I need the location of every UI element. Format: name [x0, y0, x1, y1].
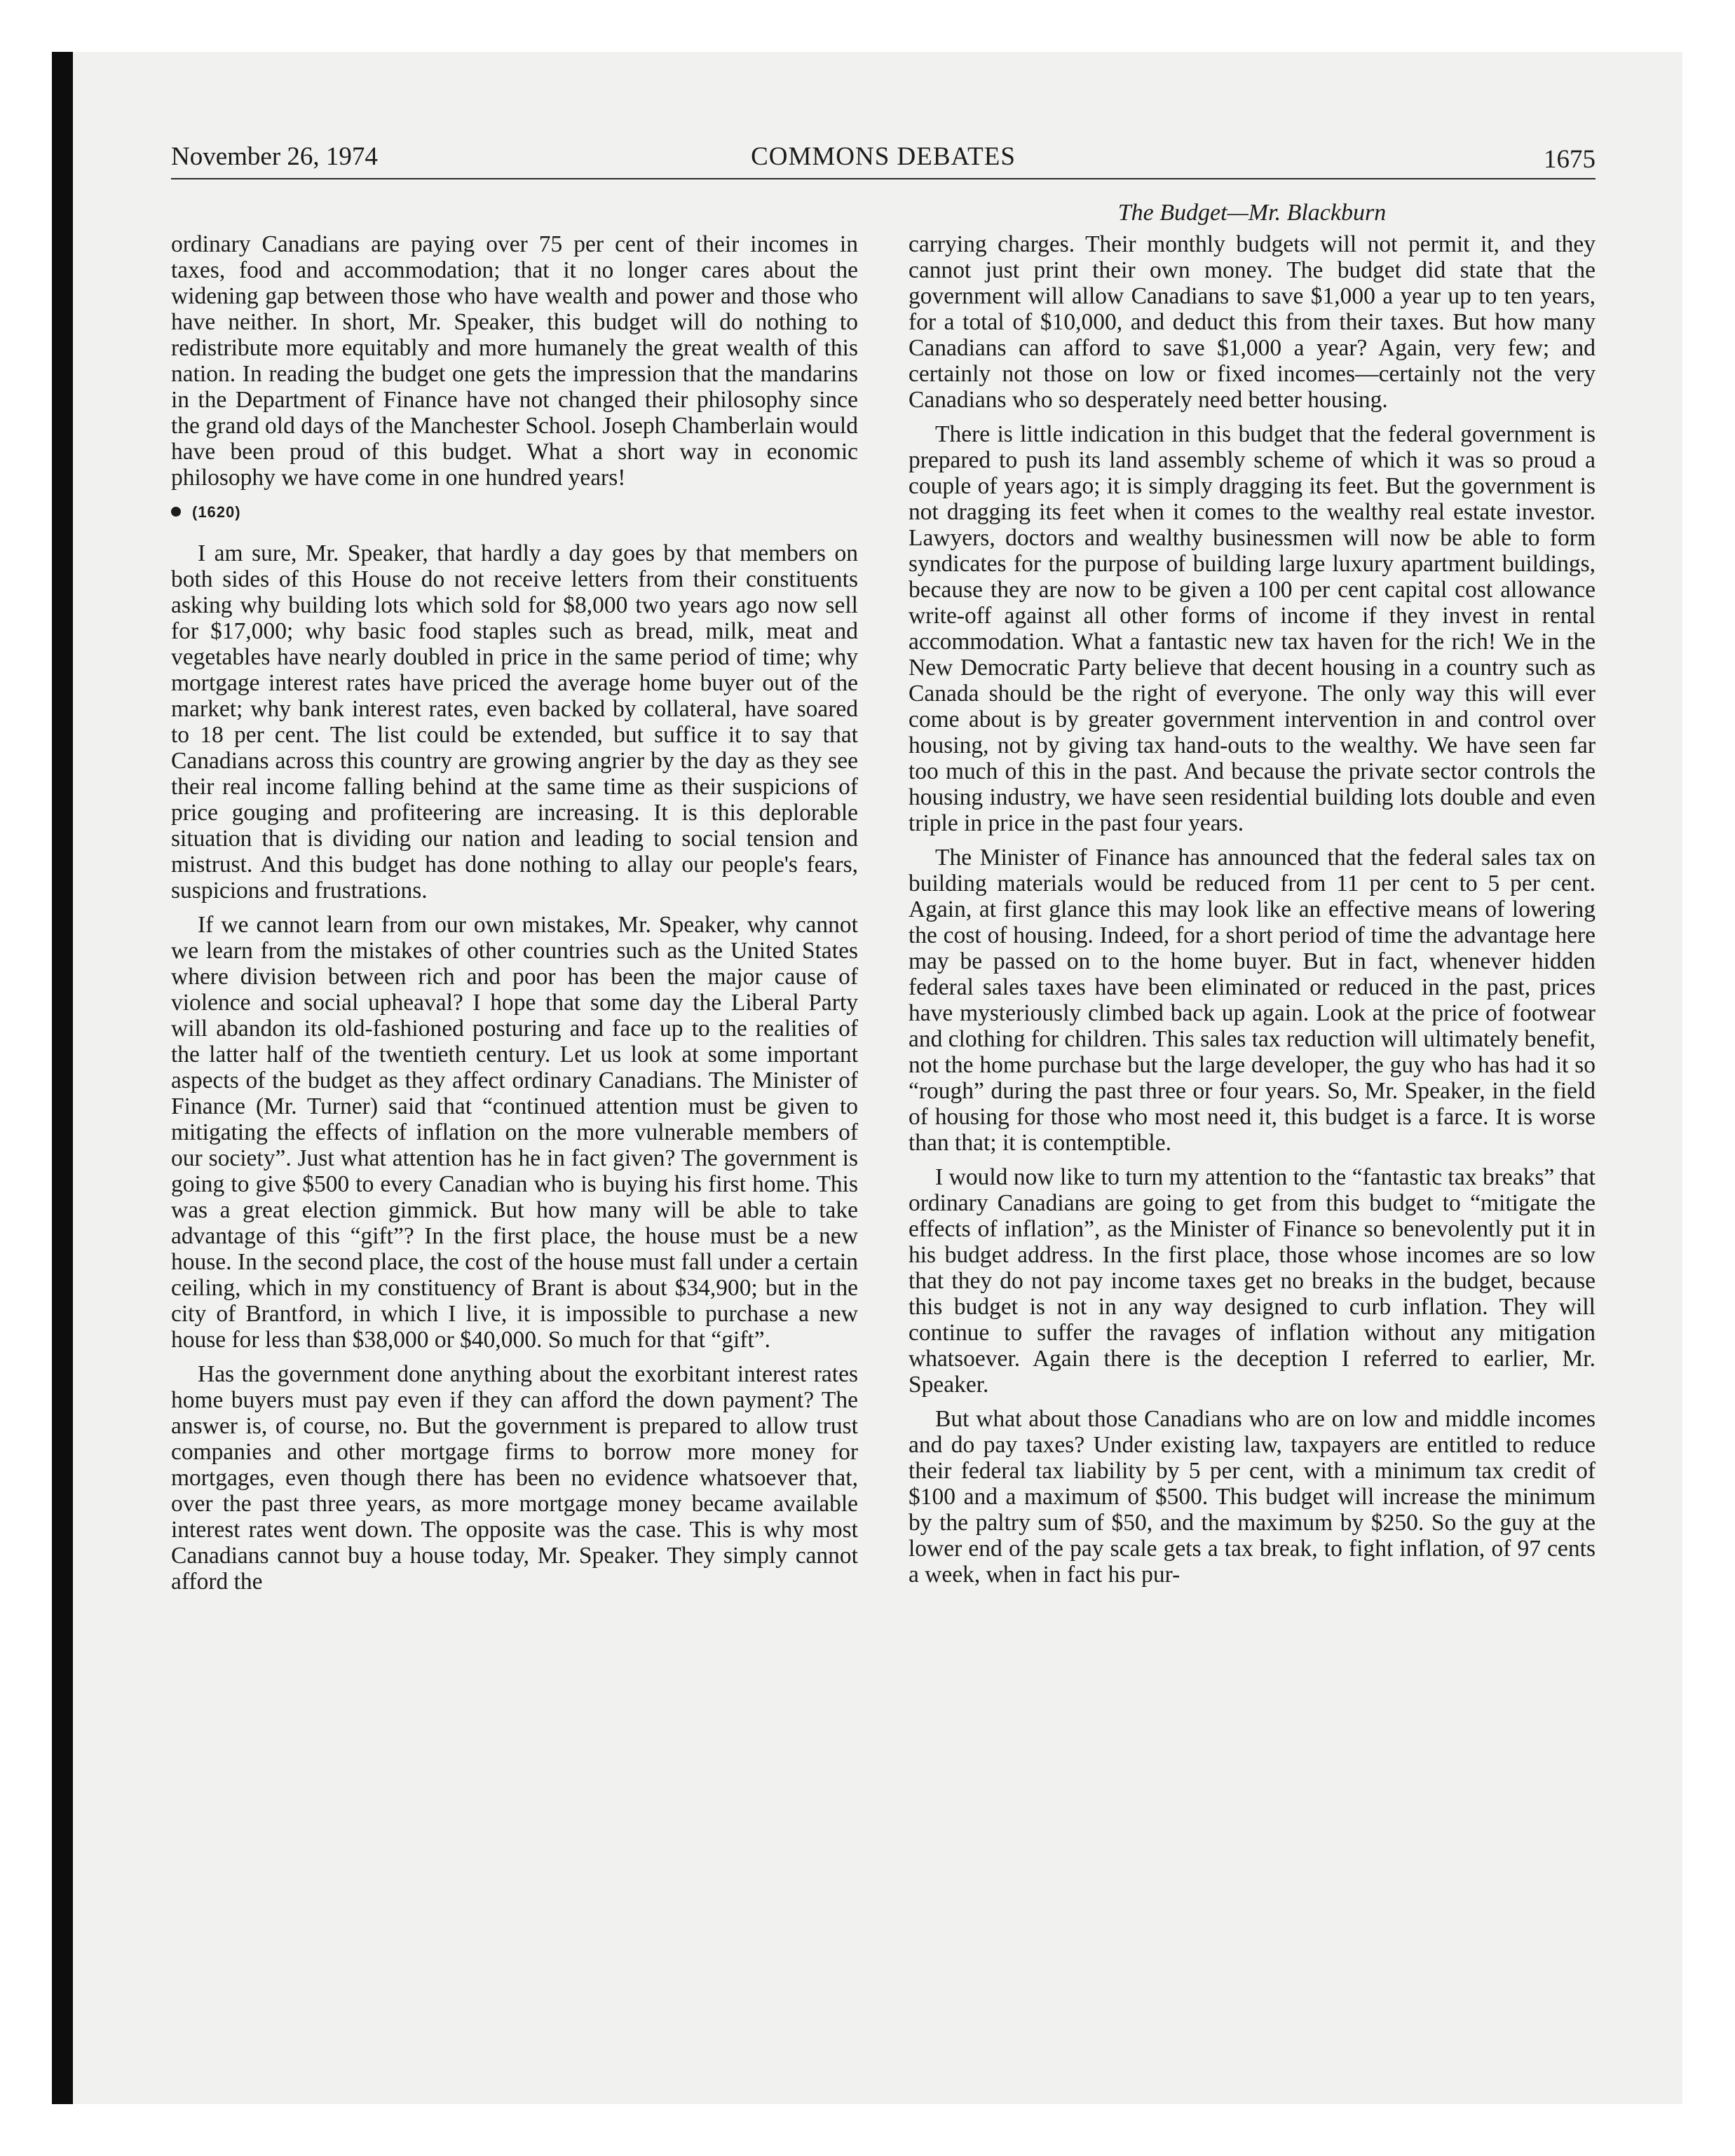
running-head: The Budget—Mr. Blackburn [1117, 200, 1387, 226]
paragraph: I am sure, Mr. Speaker, that hardly a day goes by that members on both sides of this House do not receive letters from their constituents asking why building lots which sold for $8,000 two years ago now sell for $17,000; why basic food staples such as bread, milk, meat and vegetables have nearly doubled in price in the same period of time; why mortgage interest rates have priced the average home buyer out of the market; why bank interest rates, even backed by collateral, have soared to 18 per cent. The list could be extended, but suffice it to say that Canadians across this country are growing angrier by the day as they see their real income falling behind at the same time as their suspicions of price gouging and profiteering are increasing. It is this deplorable situation that is dividing our nation and leading to social tension and mistrust. And this budget has done nothing to allay our people's fears, suspicions and frustrations. [171, 540, 858, 903]
right-column [909, 231, 1595, 1596]
paragraph: But what about those Canadians who are on low and middle incomes and do pay taxes? Under existing law, taxpayers are entitled to reduce their federal tax liability by 5 per cent, with a minimum tax credit of $100 and a maximum of $500. This budget will increase the minimum by the paltry sum of $50, and the maximum by $250. So the guy at the lower end of the pay scale gets a tax break, to fight inflation, of 97 cents a week, when in fact his pur- [909, 1406, 1595, 1588]
header-publication: COMMONS DEBATES [751, 142, 1016, 171]
bullet-icon [171, 507, 181, 517]
header-rule [171, 178, 1595, 179]
time-marker [171, 499, 858, 525]
header-page-number: 1675 [1544, 145, 1595, 174]
paragraph: The Minister of Finance has announced that the federal sales tax on building materials would be reduced from 11 per cent to 5 per cent. Again, at first glance this may look like an effective means of lowering the cost of housing. Indeed, for a short period of time the advantage here may be passed on to the home buyer. But in fact, whenever hidden federal sales taxes have been eliminated or reduced in the past, prices have mysteriously climbed back up again. Look at the price of footwear and clothing for children. This sales tax reduction will ultimately benefit, not the home purchase but the large developer, the guy who has had it so “rough” during the past three or four years. So, Mr. Speaker, in the field of housing for those who most need it, this budget is a farce. It is worse than that; it is contemptible. [909, 845, 1595, 1156]
paragraph: carrying charges. Their monthly budgets will not permit it, and they cannot just print their own money. The budget did state that the government will allow Canadians to save $1,000 a year up to ten years, for a total of $10,000, and deduct this from their taxes. But how many Canadians can afford to save $1,000 a year? Again, very few; and certainly not those on low or fixed incomes—certainly not the very Canadians who so desperately need better housing. [909, 231, 1595, 413]
time-marker-label: (1620) [192, 503, 241, 521]
scan-edge [52, 52, 73, 2104]
paragraph: I would now like to turn my attention to the “fantastic tax breaks” that ordinary Canadians are going to get from this budget to “mitigate the effects of inflation”, as the Minister of Finance so benevolently put it in his budget address. In the first place, those whose incomes are so low that they do not pay income taxes get no breaks in the budget, because this budget is not in any way designed to curb inflation. They will continue to suffer the ravages of inflation without any mitigation whatsoever. Again there is the deception I referred to earlier, Mr. Speaker. [909, 1164, 1595, 1398]
page-header [171, 139, 1595, 178]
paragraph: ordinary Canadians are paying over 75 per cent of their incomes in taxes, food and accommodation; that it no longer cares about the widening gap between those who have wealth and power and those who have neither. In short, Mr. Speaker, this budget will do nothing to redistribute more equitably and more humanely the great wealth of this nation. In reading the budget one gets the impression that the mandarins in the Department of Finance have not changed their philosophy since the grand old days of the Manchester School. Joseph Chamberlain would have been proud of this budget. What a short way in economic philosophy we have come in one hundred years! [171, 231, 858, 491]
header-date: November 26, 1974 [171, 142, 378, 171]
paragraph: There is little indication in this budget that the federal government is prepared to push its land assembly scheme of which it was so proud a couple of years ago; it is simply dragging its feet. But the government is not dragging its feet when it comes to the wealthy real estate investor. Lawyers, doctors and wealthy businessmen will now be able to form syndicates for the purpose of building large luxury apartment buildings, because they are now to be given a 100 per cent capital cost allowance write-off against all other forms of income if they invest in rental accommodation. What a fantastic new tax haven for the rich! We in the New Democratic Party believe that decent housing in a country such as Canada should be the right of everyone. The only way this will ever come about is by greater government intervention in and control over housing, not by giving tax hand-outs to the wealthy. We have seen far too much of this in the past. And because the private sector controls the housing industry, we have seen residential building lots double and even triple in price in the past four years. [909, 421, 1595, 836]
paragraph: Has the government done anything about the exorbitant interest rates home buyers must pay even if they can afford the down payment? The answer is, of course, no. But the government is prepared to allow trust companies and other mortgage firms to borrow more money for mortgages, even though there has been no evidence whatsoever that, over the past three years, as more mortgage money became available interest rates went down. The opposite was the case. This is why most Canadians cannot buy a house today, Mr. Speaker. They simply cannot afford the [171, 1361, 858, 1595]
left-column [171, 231, 858, 1603]
paragraph: If we cannot learn from our own mistakes, Mr. Speaker, why cannot we learn from the mistakes of other countries such as the United States where division between rich and poor has been the major cause of violence and social upheaval? I hope that some day the Liberal Party will abandon its old-fashioned posturing and face up to the realities of the latter half of the twentieth century. Let us look at some important aspects of the budget as they affect ordinary Canadians. The Minister of Finance (Mr. Turner) said that “continued attention must be given to mitigating the effects of inflation on the more vulnerable members of our society”. Just what attention has he in fact given? The government is going to give $500 to every Canadian who is buying his first home. This was a great election gimmick. But how many will be able to take advantage of this “gift”? In the first place, the house must be a new house. In the second place, the cost of the house must fall under a certain ceiling, which in my constituency of Brant is about $34,900; but in the city of Brantford, in which I live, it is impossible to purchase a new house for less than $38,000 or $40,000. So much for that “gift”. [171, 912, 858, 1353]
